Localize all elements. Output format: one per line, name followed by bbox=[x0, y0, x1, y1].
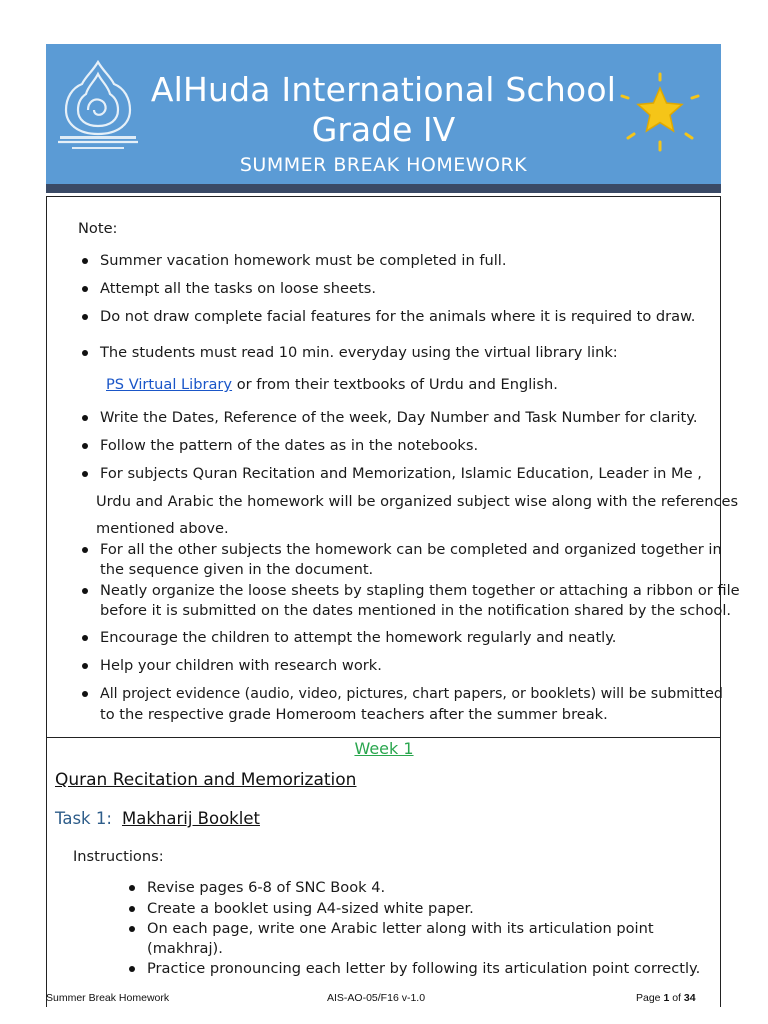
bullet bbox=[82, 663, 88, 669]
virtual-library-line bbox=[106, 375, 558, 395]
bullet bbox=[82, 471, 88, 477]
bullet bbox=[82, 415, 88, 421]
instruction-item-continuation: (makhraj). bbox=[147, 940, 223, 957]
document-subtitle: SUMMER BREAK HOMEWORK bbox=[239, 154, 528, 176]
page-current: 1 bbox=[663, 992, 670, 1004]
bullet bbox=[129, 906, 135, 912]
bullet bbox=[129, 926, 135, 932]
note-item-continuation: the sequence given in the document. bbox=[100, 561, 374, 578]
note-item: Write the Dates, Reference of the week, Day Number and Task Number for clarity. bbox=[100, 409, 698, 426]
ps-virtual-library-link[interactable]: PS Virtual Library bbox=[106, 376, 233, 393]
page-prefix: Page bbox=[636, 992, 664, 1004]
note-item-continuation: mentioned above. bbox=[96, 520, 229, 537]
note-item: Help your children with research work. bbox=[100, 657, 382, 674]
note-item: For all the other subjects the homework can be completed and organized together in bbox=[100, 541, 722, 558]
note-item: The students must read 10 min. everyday using the virtual library link: bbox=[100, 344, 618, 361]
footer-page-number bbox=[636, 992, 696, 1004]
bullet bbox=[82, 286, 88, 292]
note-item-continuation: to the respective grade Homeroom teachers after the summer break. bbox=[100, 706, 608, 723]
school-name: AlHuda International School bbox=[150, 70, 617, 109]
week-heading: Week 1 bbox=[354, 739, 414, 758]
virtual-library-suffix: or from their textbooks of Urdu and English. bbox=[232, 376, 558, 393]
bullet bbox=[82, 588, 88, 594]
task-title: Makharij Booklet bbox=[122, 809, 260, 828]
bullet bbox=[82, 547, 88, 553]
bullet bbox=[82, 635, 88, 641]
note-item: Follow the pattern of the dates as in the notebooks. bbox=[100, 437, 479, 454]
note-item: Attempt all the tasks on loose sheets. bbox=[100, 280, 376, 297]
page-of: of bbox=[669, 992, 684, 1004]
note-item-continuation: before it is submitted on the dates mentioned in the notification shared by the school. bbox=[100, 602, 732, 619]
bullet bbox=[129, 966, 135, 972]
task-label: Task 1: bbox=[55, 809, 112, 828]
instruction-item: Revise pages 6-8 of SNC Book 4. bbox=[147, 879, 386, 896]
instruction-item: Create a booklet using A4-sized white paper. bbox=[147, 900, 474, 917]
bullet bbox=[82, 443, 88, 449]
instruction-item: Practice pronouncing each letter by following its articulation point correctly. bbox=[147, 960, 701, 977]
bullet bbox=[129, 885, 135, 891]
note-item: All project evidence (audio, video, pictures, chart papers, or booklets) will be submitted bbox=[100, 686, 723, 702]
footer-left: Summer Break Homework bbox=[46, 992, 170, 1004]
bullet bbox=[82, 350, 88, 356]
bullet bbox=[82, 691, 88, 697]
note-heading: Note: bbox=[78, 220, 118, 237]
page-total: 34 bbox=[683, 992, 696, 1004]
note-item: Summer vacation homework must be completed in full. bbox=[100, 252, 507, 269]
grade-title: Grade IV bbox=[311, 110, 456, 149]
header-divider bbox=[46, 184, 721, 193]
note-item: Encourage the children to attempt the homework regularly and neatly. bbox=[100, 629, 617, 646]
note-item-continuation: Urdu and Arabic the homework will be organized subject wise along with the references bbox=[96, 493, 739, 510]
note-item: Neatly organize the loose sheets by stapling them together or attaching a ribbon or file bbox=[100, 582, 740, 599]
bullet bbox=[82, 314, 88, 320]
document-header bbox=[46, 44, 721, 186]
instructions-heading: Instructions: bbox=[73, 848, 164, 865]
note-item: Do not draw complete facial features for the animals where it is required to draw. bbox=[100, 308, 696, 325]
bullet bbox=[82, 258, 88, 264]
star-icon bbox=[620, 72, 700, 152]
note-item: For subjects Quran Recitation and Memorization, Islamic Education, Leader in Me , bbox=[100, 465, 702, 482]
footer-document-code: AIS-AO-05/F16 v-1.0 bbox=[327, 992, 426, 1004]
instruction-item: On each page, write one Arabic letter along with its articulation point bbox=[147, 920, 654, 937]
section-title: Quran Recitation and Memorization bbox=[55, 770, 357, 790]
